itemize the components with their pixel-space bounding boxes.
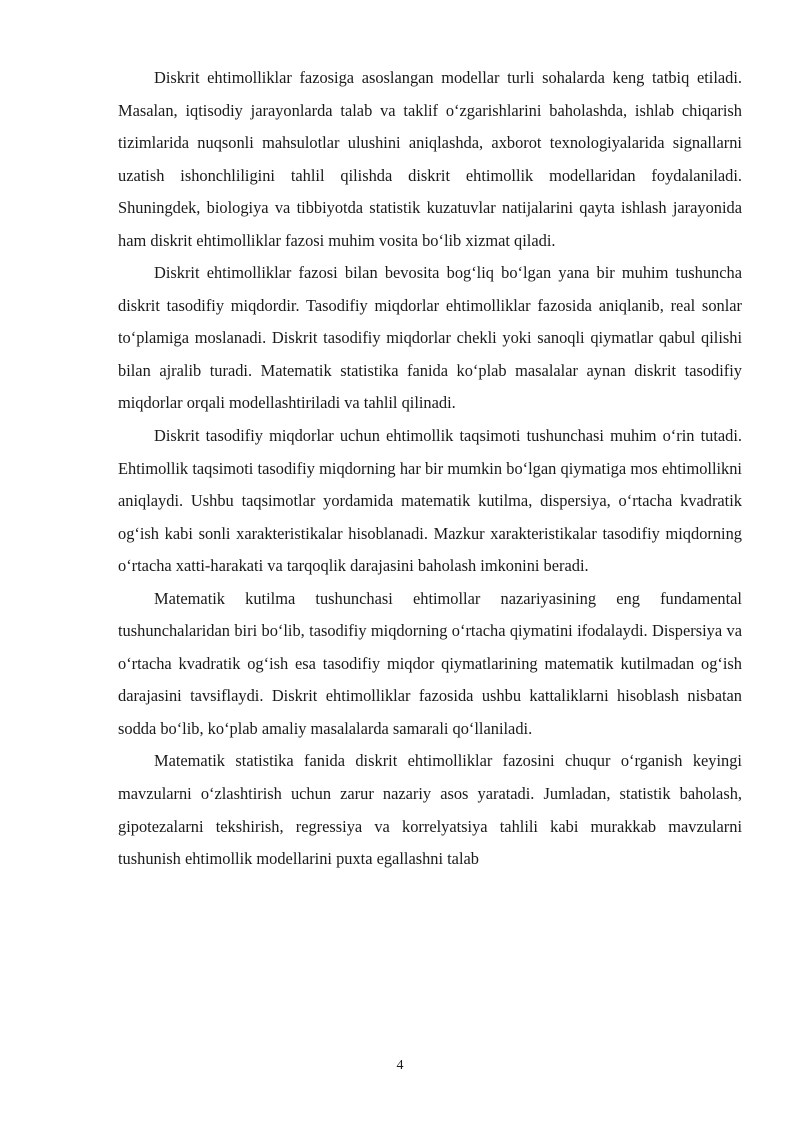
paragraph-1: Diskrit ehtimolliklar fazosiga asoslangan modellar turli sohalarda keng tatbiq etiladi. Masalan, iqtisodiy jarayonlarda talab va taklif o‘zgarishlarini baholashda, ishlab chiqarish tizimlarida nuqsonli mahsulotlar ulushini aniqlashda, axborot texnologiyalarida signallarni uzatish ishonchliligini tahlil qilishda diskrit ehtimollik modellaridan foydalaniladi. Shuningdek, biologiya va tibbiyotda statistik kuzatuvlar natijalarini qayta ishlash jarayonida ham diskrit ehtimolliklar fazosi muhim vosita bo‘lib xizmat qiladi. — [118, 68, 742, 250]
page-number: 4 — [396, 1058, 404, 1073]
body-text — [118, 62, 742, 876]
paragraph-3: Diskrit tasodifiy miqdorlar uchun ehtimollik taqsimoti tushunchasi muhim o‘rin tutadi. Ehtimollik taqsimoti tasodifiy miqdorning har bir mumkin bo‘lgan qiymatiga mos ehtimollikni aniqlaydi. Ushbu taqsimotlar yordamida matematik kutilma, dispersiya, o‘rtacha kvadratik og‘ish kabi sonli xarakteristikalar hisoblanadi. Mazkur xarakteristikalar tasodifiy miqdorning o‘rtacha xatti-harakati va tarqoqlik darajasini baholash imkonini beradi. — [118, 426, 742, 576]
paragraph-2: Diskrit ehtimolliklar fazosi bilan bevosita bog‘liq bo‘lgan yana bir muhim tushuncha diskrit tasodifiy miqdordir. Tasodifiy miqdorlar ehtimolliklar fazosida aniqlanib, real sonlar to‘plamiga moslanadi. Diskrit tasodifiy miqdorlar chekli yoki sanoqli qiymatlar qabul qilishi bilan ajralib turadi. Matematik statistika fanida ko‘plab masalalar aynan diskrit tasodifiy miqdorlar orqali modellashtiriladi va tahlil qilinadi. — [118, 263, 742, 413]
paragraph-4: Matematik kutilma tushunchasi ehtimollar nazariyasining eng fundamental tushunchalaridan biri bo‘lib, tasodifiy miqdorning o‘rtacha qiymatini ifodalaydi. Dispersiya va o‘rtacha kvadratik og‘ish esa tasodifiy miqdor qiymatlarining matematik kutilmadan og‘ish darajasini tavsiflaydi. Diskrit ehtimolliklar fazosida ushbu kattaliklarni hisoblash nisbatan sodda bo‘lib, ko‘plab amaliy masalalarda samarali qo‘llaniladi. — [118, 588, 742, 738]
paragraph-5: Matematik statistika fanida diskrit ehtimolliklar fazosini chuqur o‘rganish keyingi mavzularni o‘zlashtirish uchun zarur nazariy asos yaratadi. Jumladan, statistik baholash, gipotezalarni tekshirish, regressiya va korrelyatsiya tahlili kabi murakkab mavzularni tushunish ehtimollik modellarini puxta egallashni talab — [118, 751, 742, 869]
